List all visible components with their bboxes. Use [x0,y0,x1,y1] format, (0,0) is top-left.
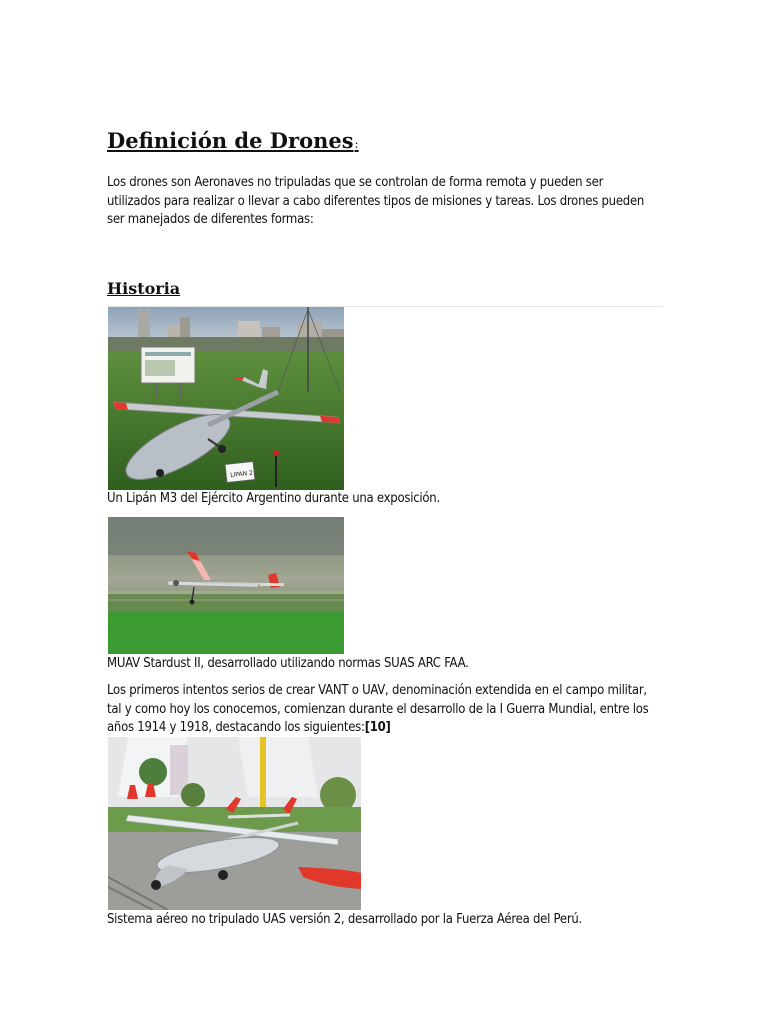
figure-caption-3: Sistema aéreo no tripulado UAS versión 2, desarrollado por la Fuerza Aérea del Perú. [107,912,583,927]
history-paragraph [107,682,655,738]
photo-uas-peru [108,737,361,910]
history-paragraph-text: Los primeros intentos serios de crear VANT o UAV, denominación extendida en el campo militar, tal y como hoy los conocemos, comienzan durante el desarrollo de la I Guerra Mundial, entre los años 1914 y 1918, destacando los siguientes: [107,683,649,735]
intro-paragraph: Los drones son Aeronaves no tripuladas que se controlan de forma remota y pueden ser utilizados para realizar o llevar a cabo diferentes tipos de misiones y tareas. Los drones pueden ser manejados de diferentes formas: [107,175,645,227]
photo-stardust-ii [108,517,344,654]
page-title-text: Definición de Drones [107,128,354,153]
figure-caption-1: Un Lipán M3 del Ejército Argentino durante una exposición. [107,491,440,506]
figure-caption-2: MUAV Stardust II, desarrollado utilizando normas SUAS ARC FAA. [107,656,469,671]
section-heading-historia: Historia [107,279,181,298]
citation-link[interactable]: [10] [364,720,391,735]
photo-sign-text: LIPAN 2 [229,469,254,480]
page-title [107,128,359,153]
photo-lipan-m3 [108,307,344,490]
page-title-colon: : [354,137,359,151]
